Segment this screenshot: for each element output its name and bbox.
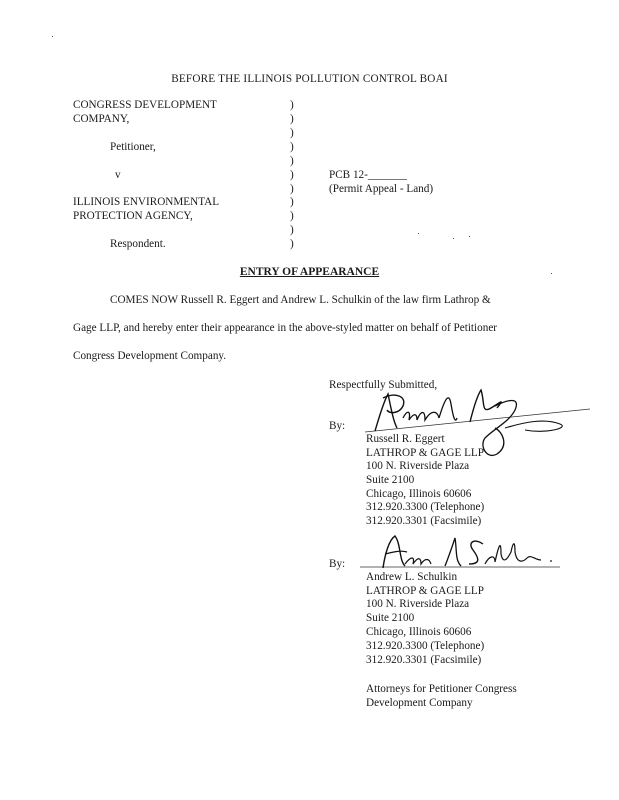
- signer-city: Chicago, Illinois 60606: [366, 626, 472, 638]
- signer-phone: 312.920.3300 (Telephone): [366, 501, 485, 513]
- caption-paren: ): [290, 210, 294, 222]
- attorneys-for-line-1: Attorneys for Petitioner Congress: [366, 683, 517, 695]
- versus: v: [115, 169, 121, 181]
- signer-firm: LATHROP & GAGE LLP: [366, 447, 484, 459]
- case-type: (Permit Appeal - Land): [329, 183, 434, 195]
- scan-speck: [52, 36, 53, 37]
- signer-address: 100 N. Riverside Plaza: [366, 460, 470, 472]
- petitioner-name-line2: COMPANY,: [73, 113, 130, 125]
- case-number: PCB 12-_______: [329, 169, 408, 181]
- scan-speck: [453, 238, 454, 239]
- scan-speck: [551, 273, 552, 274]
- signer-address: 100 N. Riverside Plaza: [366, 598, 470, 610]
- scan-speck: [469, 236, 470, 237]
- signer-name: Russell R. Eggert: [366, 433, 445, 445]
- caption-paren: ): [290, 196, 294, 208]
- caption-paren: ): [290, 127, 294, 139]
- tribunal-heading: BEFORE THE ILLINOIS POLLUTION CONTROL BOAI: [171, 73, 448, 85]
- respondent-name-line1: ILLINOIS ENVIRONMENTAL: [73, 196, 220, 208]
- petitioner-role: Petitioner,: [110, 141, 156, 153]
- caption-paren: ): [290, 155, 294, 167]
- closing: Respectfully Submitted,: [329, 379, 438, 391]
- signature-andrew-schulkin: [355, 530, 570, 580]
- caption-paren: ): [290, 183, 294, 195]
- scan-speck: [418, 233, 419, 234]
- body-line-1: COMES NOW Russell R. Eggert and Andrew L. Schulkin of the law firm Lathrop &: [110, 294, 491, 306]
- document-title: ENTRY OF APPEARANCE: [239, 266, 380, 278]
- signer-phone: 312.920.3300 (Telephone): [366, 640, 485, 652]
- signer-name: Andrew L. Schulkin: [366, 571, 458, 583]
- signer-fax: 312.920.3301 (Facsimile): [366, 515, 482, 527]
- caption-paren: ): [290, 238, 294, 250]
- signer-fax: 312.920.3301 (Facsimile): [366, 654, 482, 666]
- signer-suite: Suite 2100: [366, 612, 415, 624]
- signer-firm: LATHROP & GAGE LLP: [366, 585, 484, 597]
- signer-suite: Suite 2100: [366, 474, 415, 486]
- signature-russell-eggert: [345, 388, 595, 488]
- body-line-3: Congress Development Company.: [73, 350, 227, 362]
- attorneys-for-line-2: Development Company: [366, 697, 473, 709]
- caption-paren: ): [290, 99, 294, 111]
- signer-city: Chicago, Illinois 60606: [366, 488, 472, 500]
- caption-paren: ): [290, 141, 294, 153]
- caption-paren: ): [290, 169, 294, 181]
- respondent-role: Respondent.: [110, 238, 166, 250]
- caption-paren: ): [290, 224, 294, 236]
- respondent-name-line2: PROTECTION AGENCY,: [73, 210, 193, 222]
- by-label: By:: [329, 558, 346, 570]
- petitioner-name-line1: CONGRESS DEVELOPMENT: [73, 99, 217, 111]
- caption-paren: ): [290, 113, 294, 125]
- body-line-2: Gage LLP, and hereby enter their appearance in the above-styled matter on behalf of Petitioner: [73, 322, 498, 334]
- by-label: By:: [329, 420, 346, 432]
